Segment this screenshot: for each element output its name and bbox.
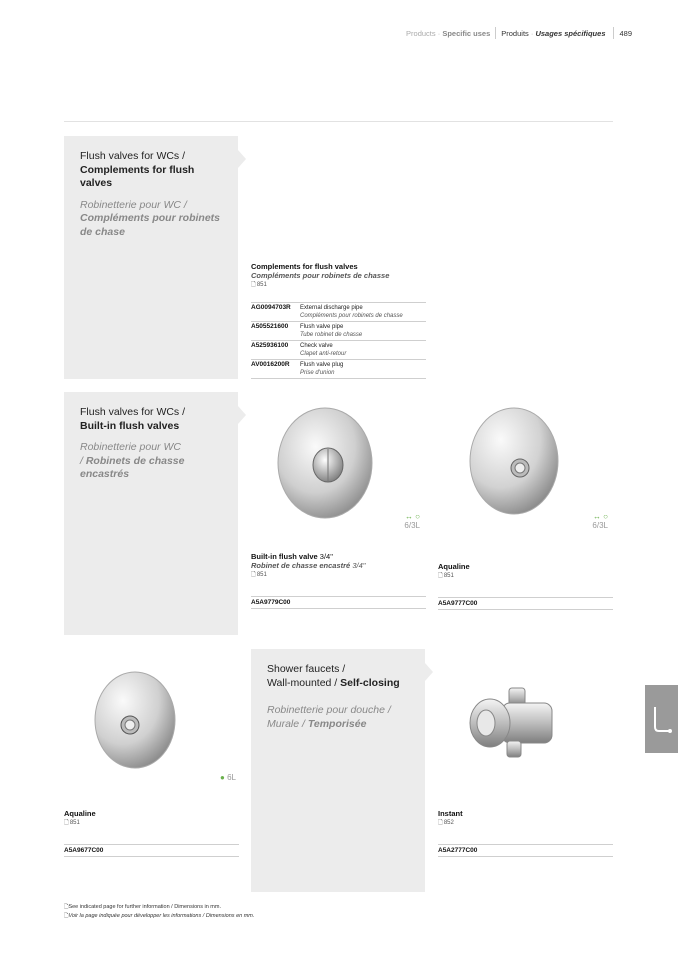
product-code: A5A9777C00 — [438, 597, 613, 610]
water-badge: ↔ ○ 6/3L — [380, 512, 420, 530]
product-aqualine-2 — [64, 809, 239, 857]
page-number: 489 — [619, 28, 632, 38]
dual-flush-icon: ↔ ○ — [404, 512, 420, 521]
footer-line-en: 🗋See indicated page for further information / Dimensions in mm. — [64, 904, 221, 910]
product-image-builtin — [270, 403, 380, 521]
category-panel-complements — [64, 136, 238, 379]
category-subtitle: Robinetterie pour WC / Robinets de chasse encastrés — [80, 441, 185, 480]
product-instant — [438, 809, 613, 857]
page-reference: 🗋 851 — [64, 820, 80, 826]
product-name: Aqualine — [438, 562, 470, 571]
complements-table — [251, 302, 426, 379]
table-row — [251, 322, 426, 341]
part-description: External discharge pipe Compléments pour robinets de chasse — [300, 303, 426, 322]
page-icon: 🗋 — [64, 913, 69, 919]
category-title: Shower faucets / Wall-mounted / Self-closing — [267, 663, 400, 689]
water-drop-icon: ● — [220, 773, 225, 782]
dual-flush-icon: ↔ ○ — [592, 512, 608, 521]
category-title: Flush valves for WCs / Complements for flush valves — [80, 150, 195, 189]
page-reference: 🗋 851 — [438, 573, 454, 579]
header-usages: Usages spécifiques — [535, 28, 606, 38]
category-subtitle: Robinetterie pour WC / Compléments pour robinets de chase — [80, 198, 221, 238]
table-row — [251, 303, 426, 322]
page-reference: 🗋 851 — [251, 282, 267, 288]
header-specific-uses: Specific uses — [442, 28, 491, 38]
section-side-tab[interactable] — [645, 685, 678, 753]
page-icon: 🗋 — [251, 282, 256, 288]
product-name: Built-in flush valve 3/4" — [251, 552, 333, 561]
product-code: A5A2777C00 — [438, 844, 613, 857]
product-name: Aqualine — [64, 809, 96, 818]
part-code: AV0016200R — [251, 360, 300, 379]
category-subtitle: Robinetterie pour douche / Murale / Temporisée — [267, 704, 391, 730]
part-description: Flush valve plug Prise d'union — [300, 360, 426, 379]
water-badge: ↔ ○ 6/3L — [568, 512, 608, 530]
part-description: Flush valve pipe Tube robinet de chasse — [300, 322, 426, 341]
header-rule — [64, 121, 613, 122]
product-builtin — [251, 552, 426, 609]
product-name-fr: Robinet de chasse encastré 3/4" — [251, 561, 366, 570]
part-code: A505521600 — [251, 322, 300, 341]
table-row — [251, 341, 426, 360]
page-icon: 🗋 — [438, 573, 443, 579]
page-header: Products · Specific uses Produits · Usages spécifiques 489 — [406, 28, 632, 38]
category-panel-shower — [251, 649, 425, 892]
product-code: A5A9779C00 — [251, 596, 426, 609]
product-image-instant — [462, 683, 557, 763]
product-image-aqualine — [464, 405, 564, 520]
faucet-icon — [655, 707, 669, 731]
product-name: Instant — [438, 809, 463, 818]
footer-notes — [64, 903, 254, 921]
part-description: Check valve Clapet anti-retour — [300, 341, 426, 360]
header-produits: Produits — [501, 28, 529, 38]
part-code: AG0094703R — [251, 303, 300, 322]
page-reference: 🗋 851 — [251, 572, 267, 578]
divider — [495, 27, 496, 39]
water-badge: ● 6L — [220, 773, 236, 782]
page-icon: 🗋 — [251, 572, 256, 578]
product-code: A5A9677C00 — [64, 844, 239, 857]
header-products: Products — [406, 28, 436, 38]
complements-block — [251, 262, 426, 379]
page-icon: 🗋 — [64, 904, 69, 910]
product-name: Complements for flush valves — [251, 262, 358, 271]
product-image-aqualine-2 — [90, 670, 180, 772]
page-icon: 🗋 — [64, 820, 69, 826]
table-row — [251, 360, 426, 379]
page-reference: 🗋 852 — [438, 820, 454, 826]
product-name-fr: Compléments pour robinets de chasse — [251, 271, 390, 280]
category-panel-builtin — [64, 392, 238, 635]
product-aqualine-1 — [438, 562, 613, 610]
part-code: A525936100 — [251, 341, 300, 360]
category-title: Flush valves for WCs / Built-in flush valves — [80, 406, 186, 432]
divider — [613, 27, 614, 39]
page-icon: 🗋 — [438, 820, 443, 826]
footer-line-fr: 🗋Voir la page indiquée pour développer les informations / Dimensions en mm. — [64, 913, 255, 919]
